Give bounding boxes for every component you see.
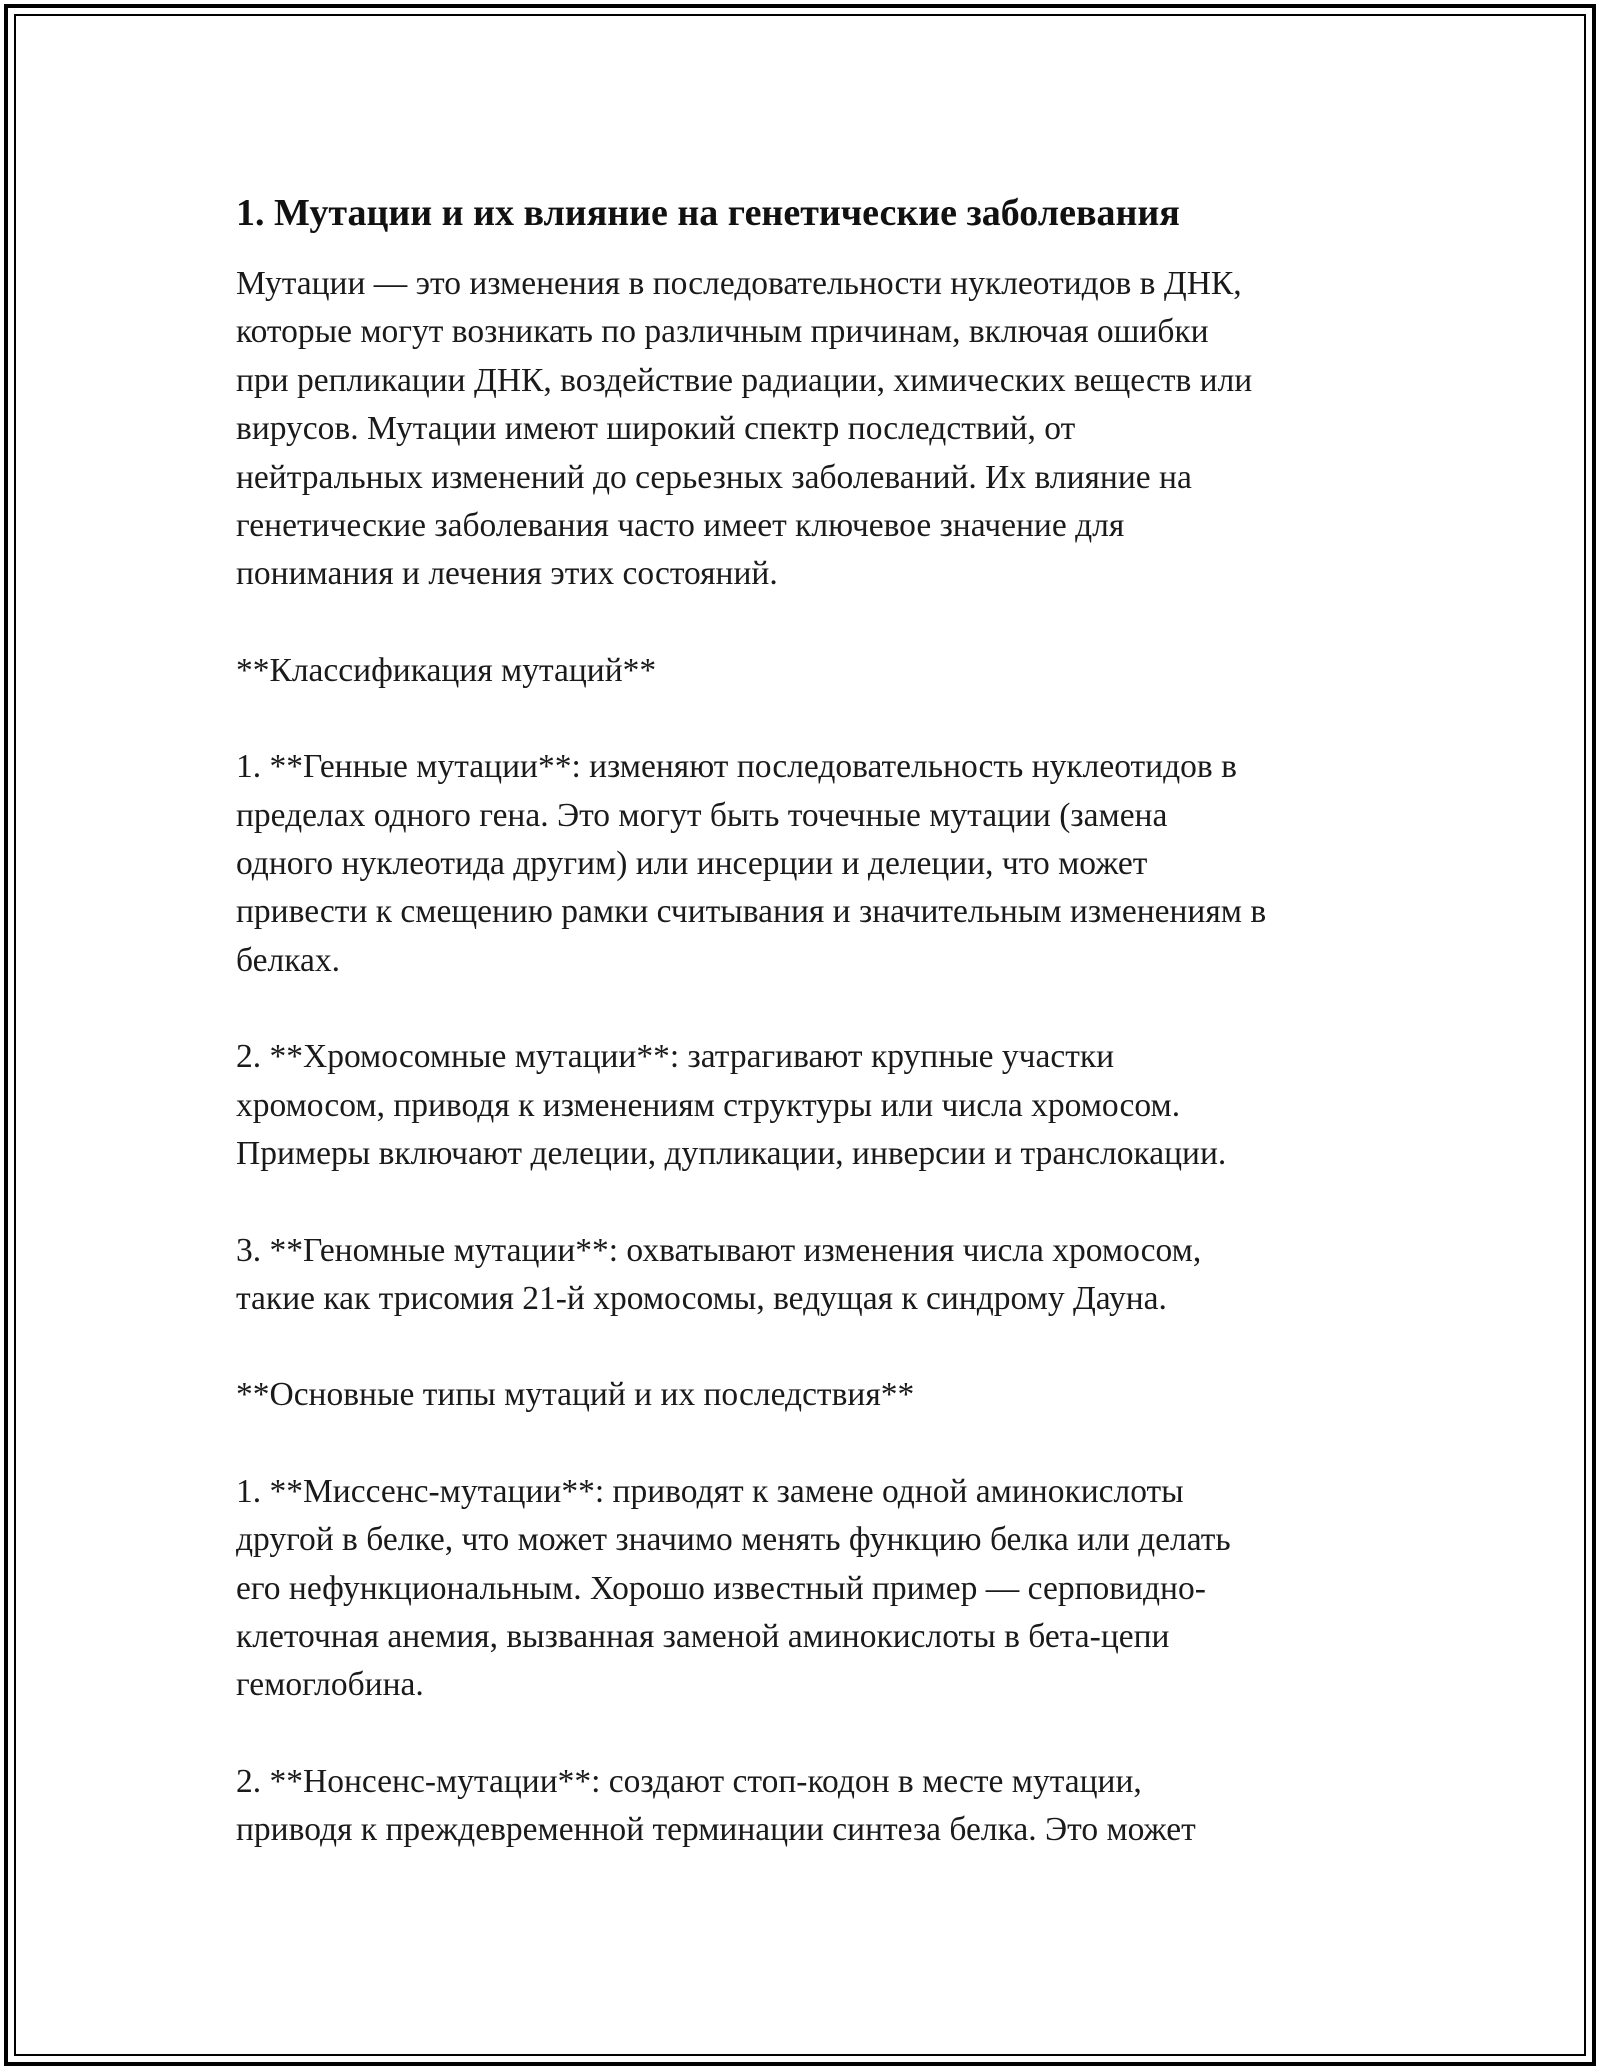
section-heading-classification: **Классификация мутаций** [236,651,657,689]
list-item-missense-mutations: 1. **Миссенс-мутации**: приводят к замене одной аминокислоты другой в белке, что может значимо менять функцию белка или делать его нефункциональным. Хорошо известный пример — серповидно- клеточная анемия, вызванная заменой аминокислоты в бета-цепи гемоглобина. [236,1472,1231,1704]
list-item-chromosomal-mutations: 2. **Хромосомные мутации**: затрагивают крупные участки хромосом, приводя к изменениям структуры или числа хромосом. Примеры включают делеции, дупликации, инверсии и транслокации. [236,1038,1227,1173]
list-item-genomic-mutations: 3. **Геномные мутации**: охватывают изменения числа хромосом, такие как трисомия 21-й хромосомы, ведущая к синдрому Дауна. [236,1231,1202,1317]
paragraph-intro: Мутации — это изменения в последовательности нуклеотидов в ДНК, которые могут возникать по различным причинам, включая ошибки при репликации ДНК, воздействие радиации, химических веществ или вирусов. Мутации имеют широкий спектр последствий, от нейтральных изменений до серьезных заболеваний. Их влияние на генетические заболевания часто имеет ключевое значение для понимания и лечения этих состояний. [236,265,1253,593]
list-item-nonsense-mutations: 2. **Нонсенс-мутации**: создают стоп-кодон в месте мутации, приводя к преждевременной терминации синтеза белка. Это может [236,1762,1196,1849]
list-item-gene-mutations: 1. **Генные мутации**: изменяют последовательность нуклеотидов в пределах одного гена. Это могут быть точечные мутации (замена одного нуклеотида другим) или инсерции и делеции, что может привести к смещению рамки считывания и значительным изменениям в белках. [236,748,1267,979]
document-body [236,188,1386,1855]
document-title: 1. Мутации и их влияние на генетические заболевания [236,192,1180,234]
section-heading-types: **Основные типы мутаций и их последствия** [236,1376,915,1414]
